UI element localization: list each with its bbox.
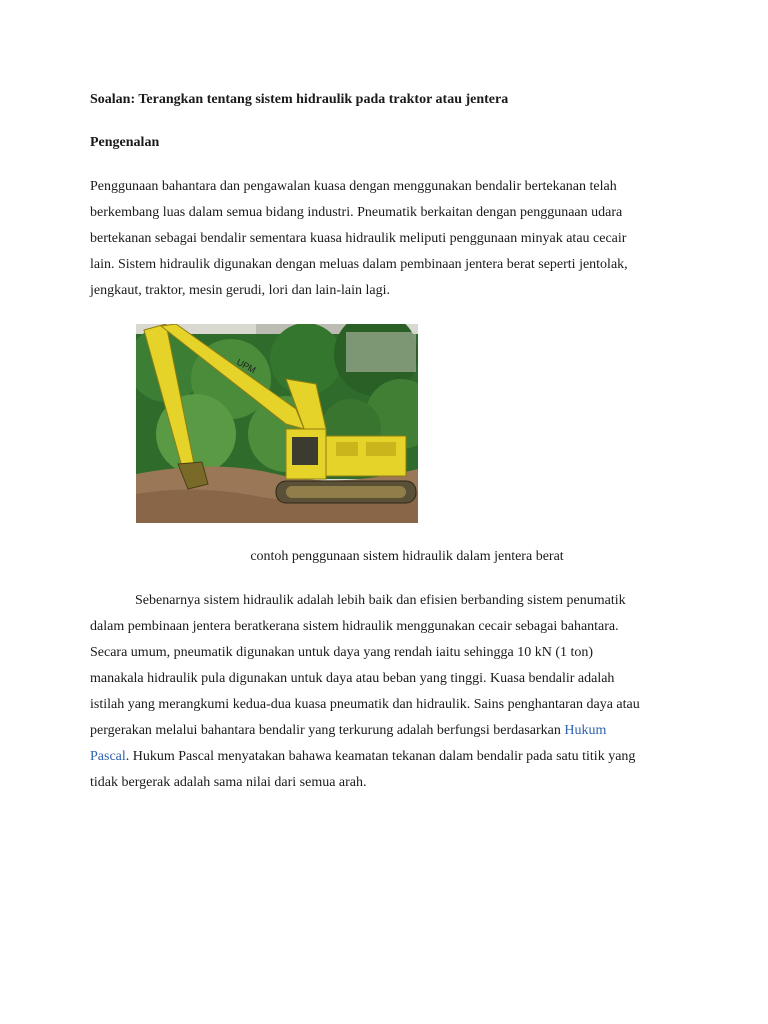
- hukum-pascal-link-continued[interactable]: Pascal: [90, 749, 126, 764]
- machine-label: UPM: [235, 356, 258, 376]
- paragraph-line: manakala hidraulik pula digunakan untuk daya atau beban yang tinggi. Kuasa bendalir adalah: [90, 671, 615, 686]
- intro-paragraph: [90, 174, 680, 304]
- paragraph-line: dalam pembinaan jentera beratkerana sistem hidraulik menggunakan cecair sebagai bahantara.: [90, 619, 619, 634]
- paragraph-line: lain. Sistem hidraulik digunakan dengan meluas dalam pembinaan jentera berat seperti jentolak,: [90, 257, 628, 272]
- paragraph-line: Penggunaan bahantara dan pengawalan kuasa dengan menggunakan bendalir bertekanan telah: [90, 179, 617, 194]
- paragraph-line: bertekanan sebagai bendalir sementara kuasa hidraulik meliputi penggunaan minyak atau cecair: [90, 231, 627, 246]
- paragraph-line: Secara umum, pneumatik digunakan untuk daya yang rendah iaitu sehingga 10 kN (1 ton): [90, 645, 594, 660]
- paragraph-text: pergerakan melalui bahantara bendalir yang terkurung adalah berfungsi berdasarkan: [90, 723, 565, 738]
- figure-caption: contoh penggunaan sistem hidraulik dalam jentera berat: [250, 549, 564, 564]
- paragraph-line: jengkaut, traktor, mesin gerudi, lori dan lain-lain lagi.: [90, 283, 390, 298]
- paragraph-line: Sebenarnya sistem hidraulik adalah lebih baik dan efisien berbanding sistem penumatik: [135, 593, 626, 608]
- paragraph-line: tidak bergerak adalah sama nilai dari semua arah.: [90, 775, 367, 790]
- paragraph-line: istilah yang merangkumi kedua-dua kuasa pneumatik dan hidraulik. Sains penghantaran daya atau: [90, 697, 640, 712]
- paragraph-line: [90, 718, 680, 744]
- paragraph-text: . Hukum Pascal menyatakan bahawa keamatan tekanan dalam bendalir pada satu titik yang: [125, 749, 636, 764]
- hukum-pascal-link[interactable]: Hukum: [564, 723, 607, 738]
- paragraph-line: berkembang luas dalam semua bidang industri. Pneumatik berkaitan dengan penggunaan udara: [90, 205, 623, 220]
- question-heading: Soalan: Terangkan tentang sistem hidraulik pada traktor atau jentera: [90, 92, 509, 107]
- paragraph-line: [90, 744, 680, 770]
- excavator-illustration: [136, 324, 418, 523]
- excavator-photo: [136, 324, 418, 523]
- body-paragraph: [90, 588, 680, 796]
- section-heading: Pengenalan: [90, 135, 160, 150]
